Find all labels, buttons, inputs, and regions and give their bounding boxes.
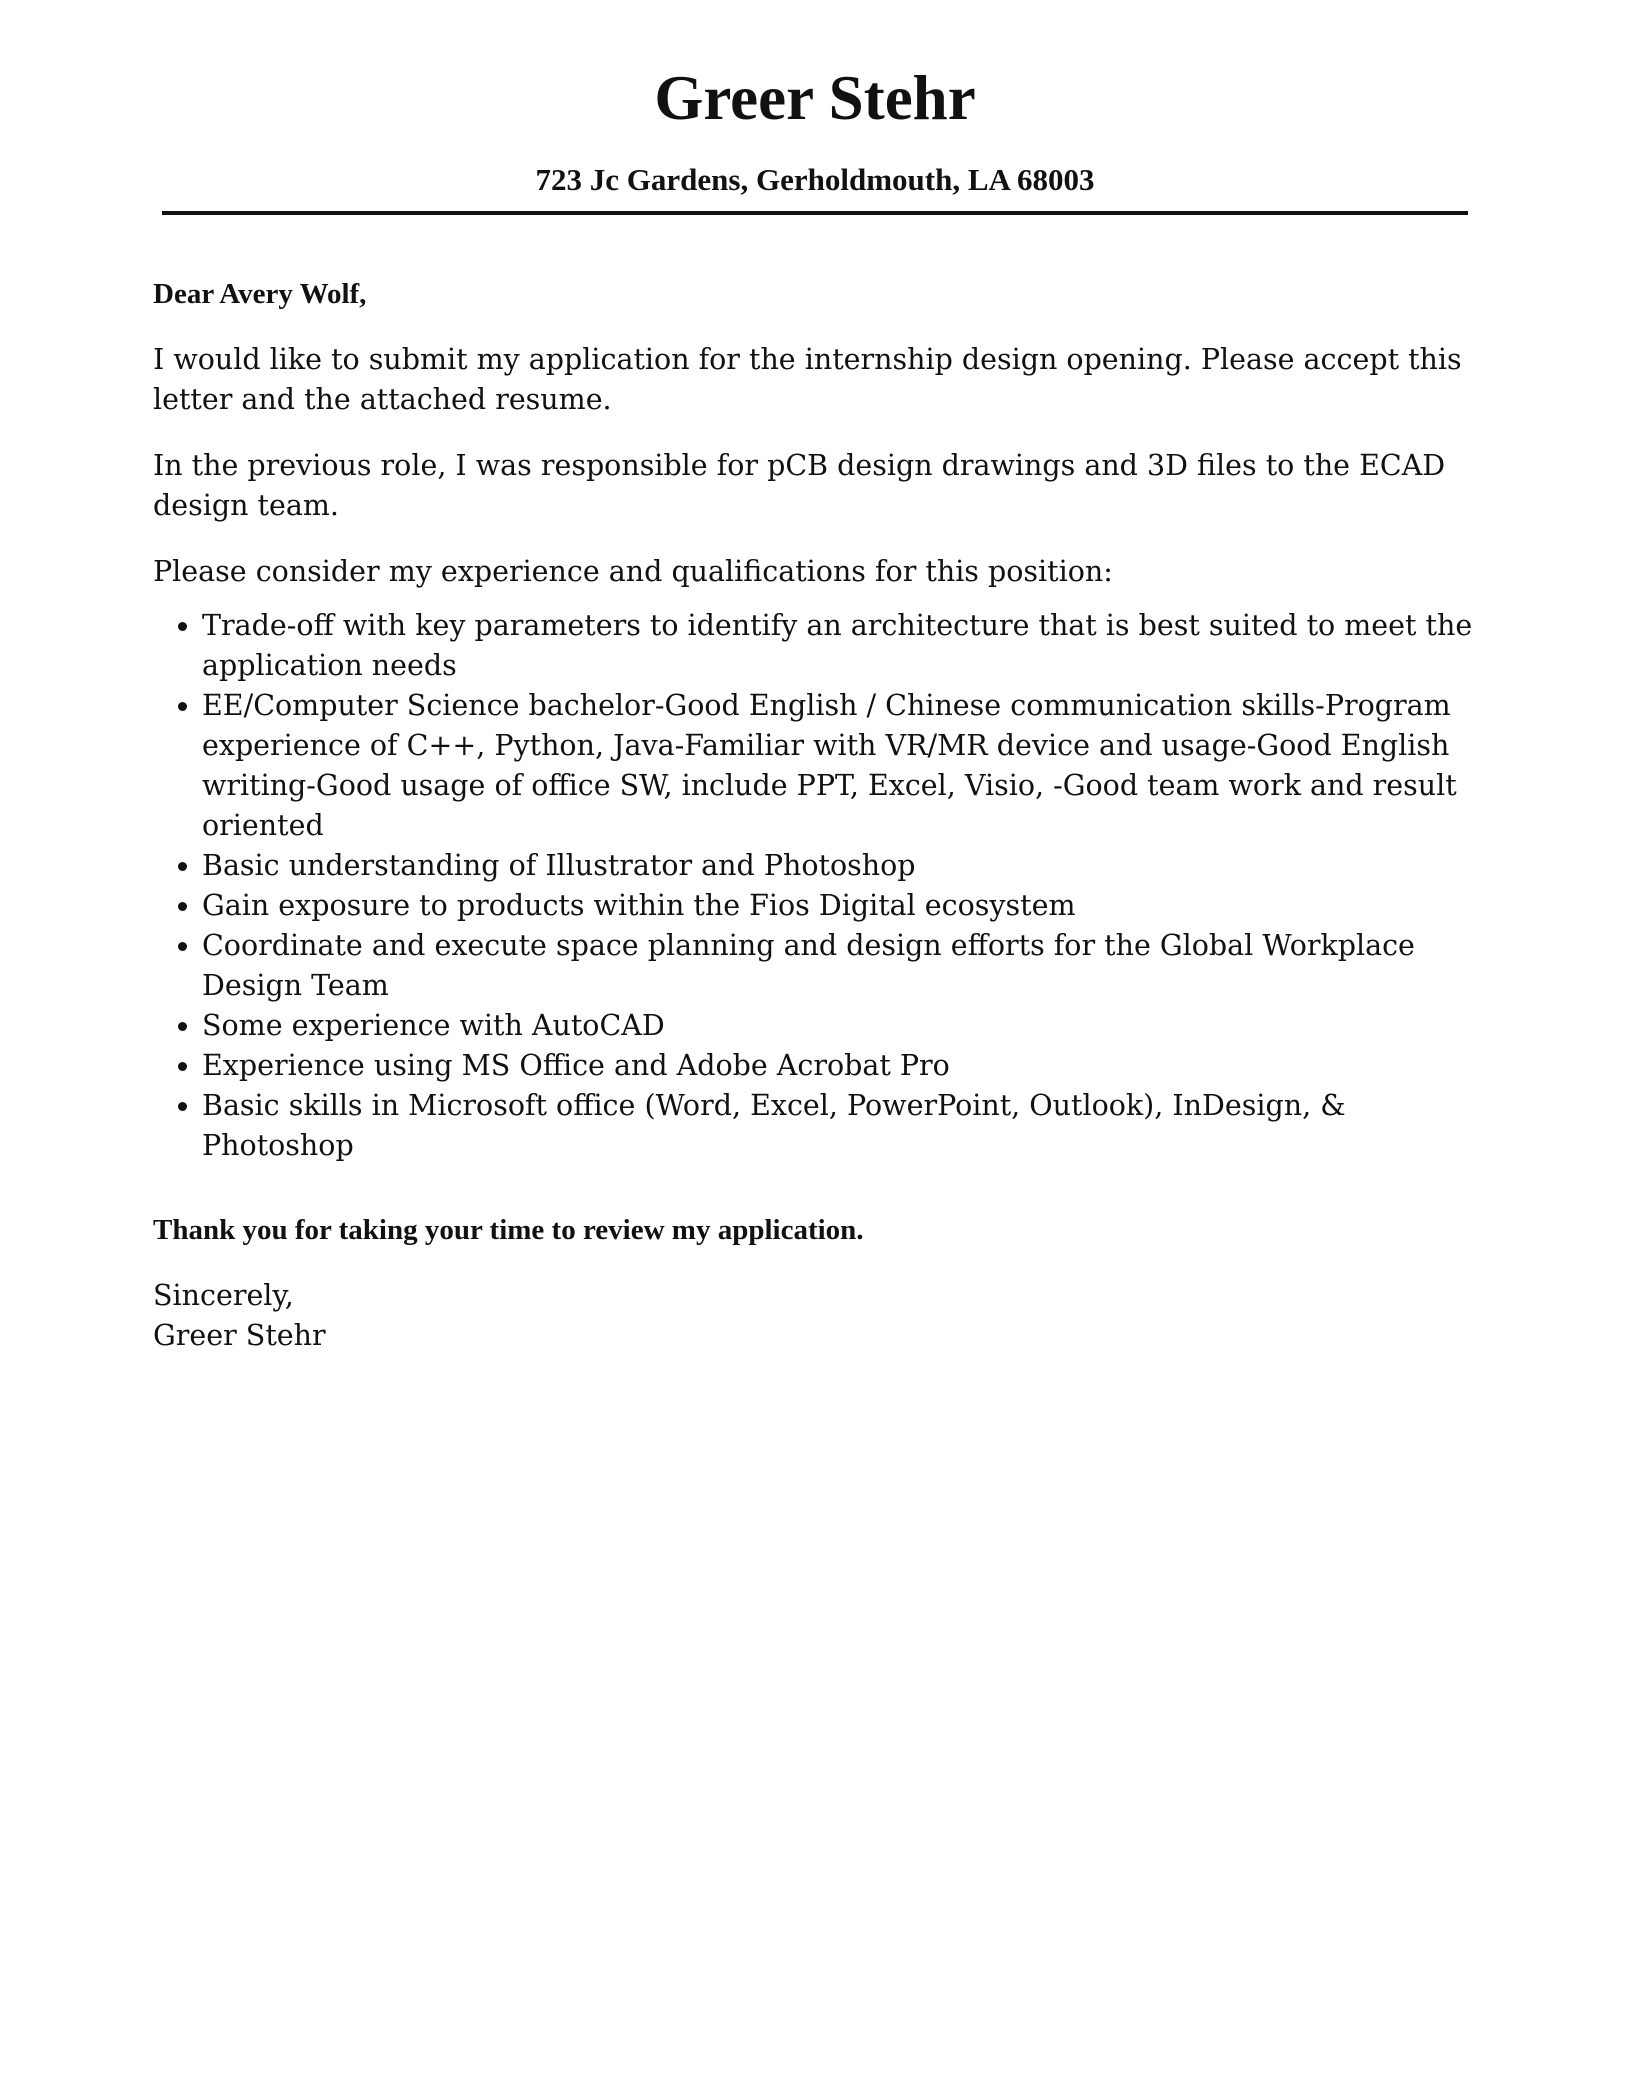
experience-paragraph: In the previous role, I was responsible for pCB design drawings and 3D files to the ECAD design team. — [153, 449, 1446, 522]
qualifications-intro: Please consider my experience and qualifications for this position: — [153, 555, 1113, 588]
header-divider — [162, 211, 1468, 215]
list-item: • Trade-off with key parameters to identify an architecture that is best suited to meet the application needs — [202, 606, 1483, 686]
intro-paragraph: I would like to submit my application for the internship design opening. Please accept this letter and the attached resume. — [153, 343, 1462, 416]
salutation: Dear Avery Wolf, — [153, 278, 367, 310]
signature: Greer Stehr — [153, 1319, 326, 1352]
list-item: • EE/Computer Science bachelor-Good English / Chinese communication skills-Program experience of C++, Python, Java-Familiar with VR/MR device and usage-Good English writing-Good usage of office SW, include PPT, Excel, Visio, -Good team work and result oriented — [202, 686, 1483, 846]
list-item: • Basic skills in Microsoft office (Word, Excel, PowerPoint, Outlook), InDesign, & Photoshop — [202, 1086, 1483, 1166]
list-item: • Coordinate and execute space planning and design efforts for the Global Workplace Design Team — [202, 926, 1483, 1006]
list-item: • Some experience with AutoCAD — [202, 1006, 1483, 1046]
list-item: • Gain exposure to products within the Fios Digital ecosystem — [202, 886, 1483, 926]
list-item: • Experience using MS Office and Adobe Acrobat Pro — [202, 1046, 1483, 1086]
qualifications-list — [153, 606, 1483, 1166]
letter-header — [162, 62, 1468, 197]
signoff: Sincerely, — [153, 1279, 294, 1312]
applicant-name: Greer Stehr — [654, 63, 976, 133]
applicant-address: 723 Jc Gardens, Gerholdmouth, LA 68003 — [535, 162, 1095, 197]
thanks-line: Thank you for taking your time to review my application. — [153, 1214, 864, 1246]
letter-body — [153, 274, 1483, 1356]
list-item: • Basic understanding of Illustrator and Photoshop — [202, 846, 1483, 886]
